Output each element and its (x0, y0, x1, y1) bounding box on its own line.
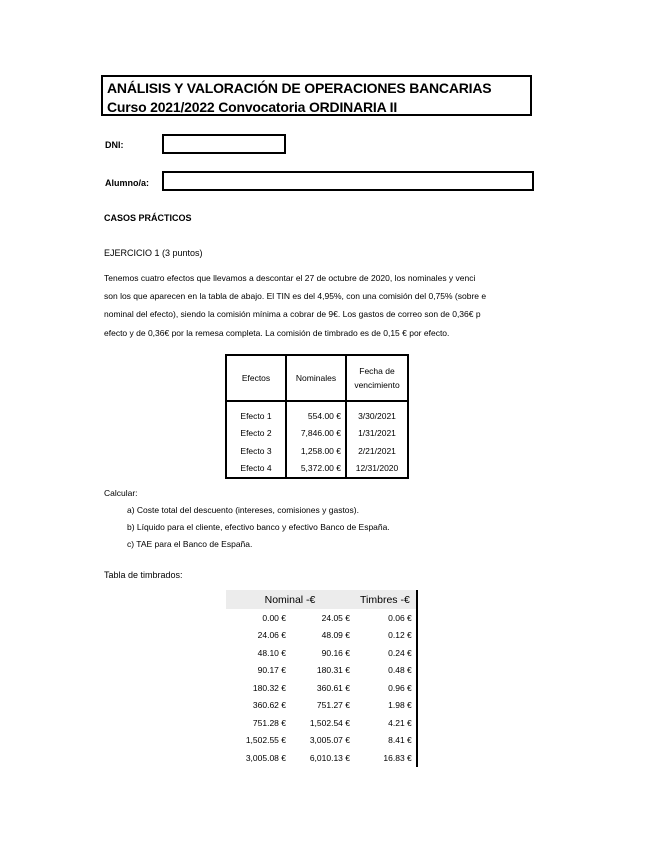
efecto-nominal: 1,258.00 € (286, 442, 346, 460)
section-title: CASOS PRÁCTICOS (104, 213, 192, 223)
nominal-desde: 0.00 € (262, 612, 286, 623)
table-row (226, 425, 408, 443)
efecto-name: Efecto 3 (226, 442, 286, 460)
nominal-hasta: 6,010.13 € (309, 752, 350, 763)
efecto-fecha: 2/21/2021 (346, 442, 408, 460)
nominal-hasta: 90.16 € (321, 647, 350, 658)
col-fecha-line2: vencimiento (354, 380, 400, 390)
table-row (226, 609, 417, 627)
nominal-hasta: 1,502.54 € (309, 717, 350, 728)
nominal-hasta: 180.31 € (316, 665, 350, 676)
timbre-importe: 0.12 € (388, 630, 412, 641)
table-row (226, 697, 417, 715)
alumno-label: Alumno/a: (105, 178, 149, 188)
exercise-statement (104, 269, 544, 342)
col-nominales: Nominales (286, 355, 346, 401)
nominal-desde: 24.06 € (257, 630, 286, 641)
timbre-importe: 16.83 € (383, 752, 412, 763)
nominal-hasta: 360.61 € (316, 682, 350, 693)
table-row (226, 679, 417, 697)
col-fecha-line1: Fecha de (359, 366, 395, 376)
timbre-importe: 1.98 € (388, 700, 412, 711)
col-nominal: Nominal -€ (226, 590, 354, 609)
statement-line: Tenemos cuatro efectos que llevamos a descontar el 27 de octubre de 2020, los nominales y venci (104, 273, 476, 283)
table-row (226, 460, 408, 479)
nominal-desde: 180.32 € (252, 682, 286, 693)
nominal-hasta: 3,005.07 € (309, 735, 350, 746)
table-row (226, 662, 417, 680)
table-row (226, 732, 417, 750)
calcular-item: a) Coste total del descuento (intereses, comisiones y gastos). (127, 505, 359, 515)
table-row (226, 714, 417, 732)
efecto-fecha: 12/31/2020 (346, 460, 408, 479)
calcular-item: c) TAE para el Banco de España. (127, 539, 253, 549)
col-efectos: Efectos (226, 355, 286, 401)
efecto-nominal: 5,372.00 € (286, 460, 346, 479)
efecto-name: Efecto 4 (226, 460, 286, 479)
timbre-importe: 0.06 € (388, 612, 412, 623)
timbre-importe: 0.24 € (388, 647, 412, 658)
nominal-hasta: 48.09 € (321, 630, 350, 641)
exam-header (101, 75, 532, 116)
timbrados-table (226, 590, 418, 767)
exam-title: ANÁLISIS Y VALORACIÓN DE OPERACIONES BANCARIAS (107, 80, 492, 96)
nominal-desde: 751.28 € (252, 717, 286, 728)
efecto-nominal: 554.00 € (286, 407, 346, 425)
efecto-fecha: 1/31/2021 (346, 425, 408, 443)
nominal-desde: 48.10 € (257, 647, 286, 658)
statement-line: efecto y de 0,36€ por la remesa completa. La comisión de timbrado es de 0,15 € por efecto. (104, 327, 450, 338)
nominal-desde: 90.17 € (257, 665, 286, 676)
table-header-row (226, 590, 417, 609)
timbrados-label: Tabla de timbrados: (104, 570, 183, 580)
efecto-fecha: 3/30/2021 (346, 407, 408, 425)
exercise-title: EJERCICIO 1 (3 puntos) (104, 248, 203, 258)
exam-subtitle: Curso 2021/2022 Convocatoria ORDINARIA II (107, 99, 398, 115)
timbre-importe: 0.48 € (388, 665, 412, 676)
efecto-name: Efecto 2 (226, 425, 286, 443)
dni-label: DNI: (105, 140, 124, 150)
efecto-nominal: 7,846.00 € (286, 425, 346, 443)
col-timbres: Timbres -€ (354, 590, 417, 609)
table-row (226, 627, 417, 645)
calcular-section (104, 485, 390, 553)
timbre-importe: 4.21 € (388, 717, 412, 728)
efectos-table (225, 354, 409, 479)
statement-line: son los que aparecen en la tabla de abajo. El TIN es del 4,95%, con una comisión del 0,75% (sobre e (104, 291, 487, 302)
dni-field[interactable] (162, 134, 286, 154)
statement-line: nominal del efecto), siendo la comisión mínima a cobrar de 9€. Los gastos de correo son de 0,36€ p (104, 309, 481, 320)
table-header-row (226, 355, 408, 401)
table-row (226, 749, 417, 767)
nominal-desde: 360.62 € (252, 700, 286, 711)
col-fecha-vencimiento (346, 355, 408, 401)
timbre-importe: 8.41 € (388, 735, 412, 746)
alumno-field[interactable] (162, 171, 534, 191)
calcular-item: b) Líquido para el cliente, efectivo banco y efectivo Banco de España. (127, 522, 390, 532)
table-row (226, 407, 408, 425)
calcular-label: Calcular: (104, 488, 138, 498)
table-row (226, 644, 417, 662)
nominal-desde: 3,005.08 € (245, 752, 286, 763)
efecto-name: Efecto 1 (226, 407, 286, 425)
nominal-desde: 1,502.55 € (245, 735, 286, 746)
nominal-hasta: 24.05 € (321, 612, 350, 623)
table-row (226, 442, 408, 460)
nominal-hasta: 751.27 € (316, 700, 350, 711)
timbre-importe: 0.96 € (388, 682, 412, 693)
